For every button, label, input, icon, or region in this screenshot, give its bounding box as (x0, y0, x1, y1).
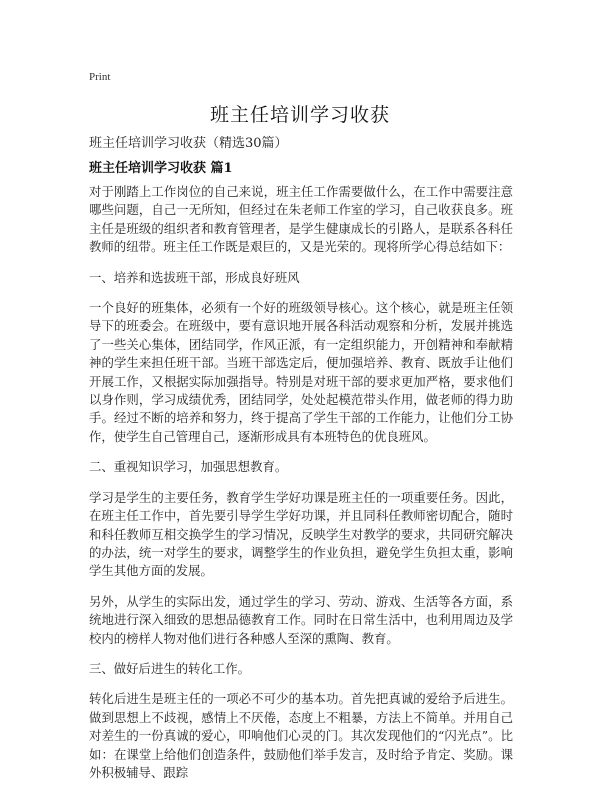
document-body (89, 183, 513, 794)
heading-1: 一、培养和选拔班干部，形成良好班风 (89, 269, 300, 285)
section-title: 班主任培训学习收获 篇1 (89, 161, 233, 176)
document-subtitle: 班主任培训学习收获（精选30篇） (89, 136, 288, 151)
paragraph-1: 一个良好的班集体，必须有一个好的班级领导核心。这个核心，就是班主任领导下的班委会。在班级中，要有意识地开展各科活动观察和分析，发展并挑选了一些关心集体，团结同学，作风正派，有一定组织能力，开创精神和奉献精神的学生来担任班干部。当班干部选定后，便加强培养、教育、既放手让他们开展工作，又根据实际加强指导。特别是对班干部的要求更加严格，要求他们以身作则，学习成绩优秀，团结同学，处处起模范带头作用，做老师的得力助手。经过不断的培养和努力，终于提高了学生干部的工作能力，让他们分工协作，使学生自己管理自己，逐渐形成具有本班特色的优良班风。 (89, 300, 513, 444)
paragraph-2: 学习是学生的主要任务，教育学生学好功课是班主任的一项重要任务。因此，在班主任工作中，首先要引导学生学好功课，并且同科任教师密切配合，随时和科任教师互相交换学生的学习情况，反映学生对教学的要求，共同研究解决的办法，统一对学生的要求，调整学生的作业负担，避免学生负担太重，影响学生其他方面的发展。 (89, 489, 513, 579)
heading-3: 三、做好后进生的转化工作。 (89, 660, 251, 676)
paragraph-4: 转化后进生是班主任的一项必不可少的基本功。首先把真诚的爱给予后进生。做到思想上不歧视，感情上不厌倦，态度上不粗暴，方法上不简单。并用自己对差生的一份真诚的爱心，叩响他们心灵的门。其次发现他们的“闪光点”。比如：在课堂上给他们创造条件，鼓励他们举手发言，及时给予肯定、奖励。课外积极辅导、跟踪 (89, 691, 513, 780)
document-title: 班主任培训学习收获 (209, 104, 390, 126)
print-label: Print (89, 71, 111, 83)
paragraph-intro: 对于刚踏上工作岗位的自己来说，班主任工作需要做什么，在工作中需要注意哪些问题，自己一无所知，但经过在朱老师工作室的学习，自己收获良多。班主任是班级的组织者和教育管理者，是学生健康成长的引路人，是联系各科任教师的纽带。班主任工作既是艰巨的，又是光荣的。现将所学心得总结如下： (89, 184, 513, 255)
paragraph-3: 另外，从学生的实际出发，通过学生的学习、劳动、游戏、生活等各方面，系统地进行深入细致的思想品德教育工作。同时在日常生活中，也利用周边及学校内的榜样人物对他们进行各种感人至深的熏陶、教育。 (89, 593, 513, 646)
heading-2: 二、重视知识学习，加强思想教育。 (89, 459, 288, 475)
